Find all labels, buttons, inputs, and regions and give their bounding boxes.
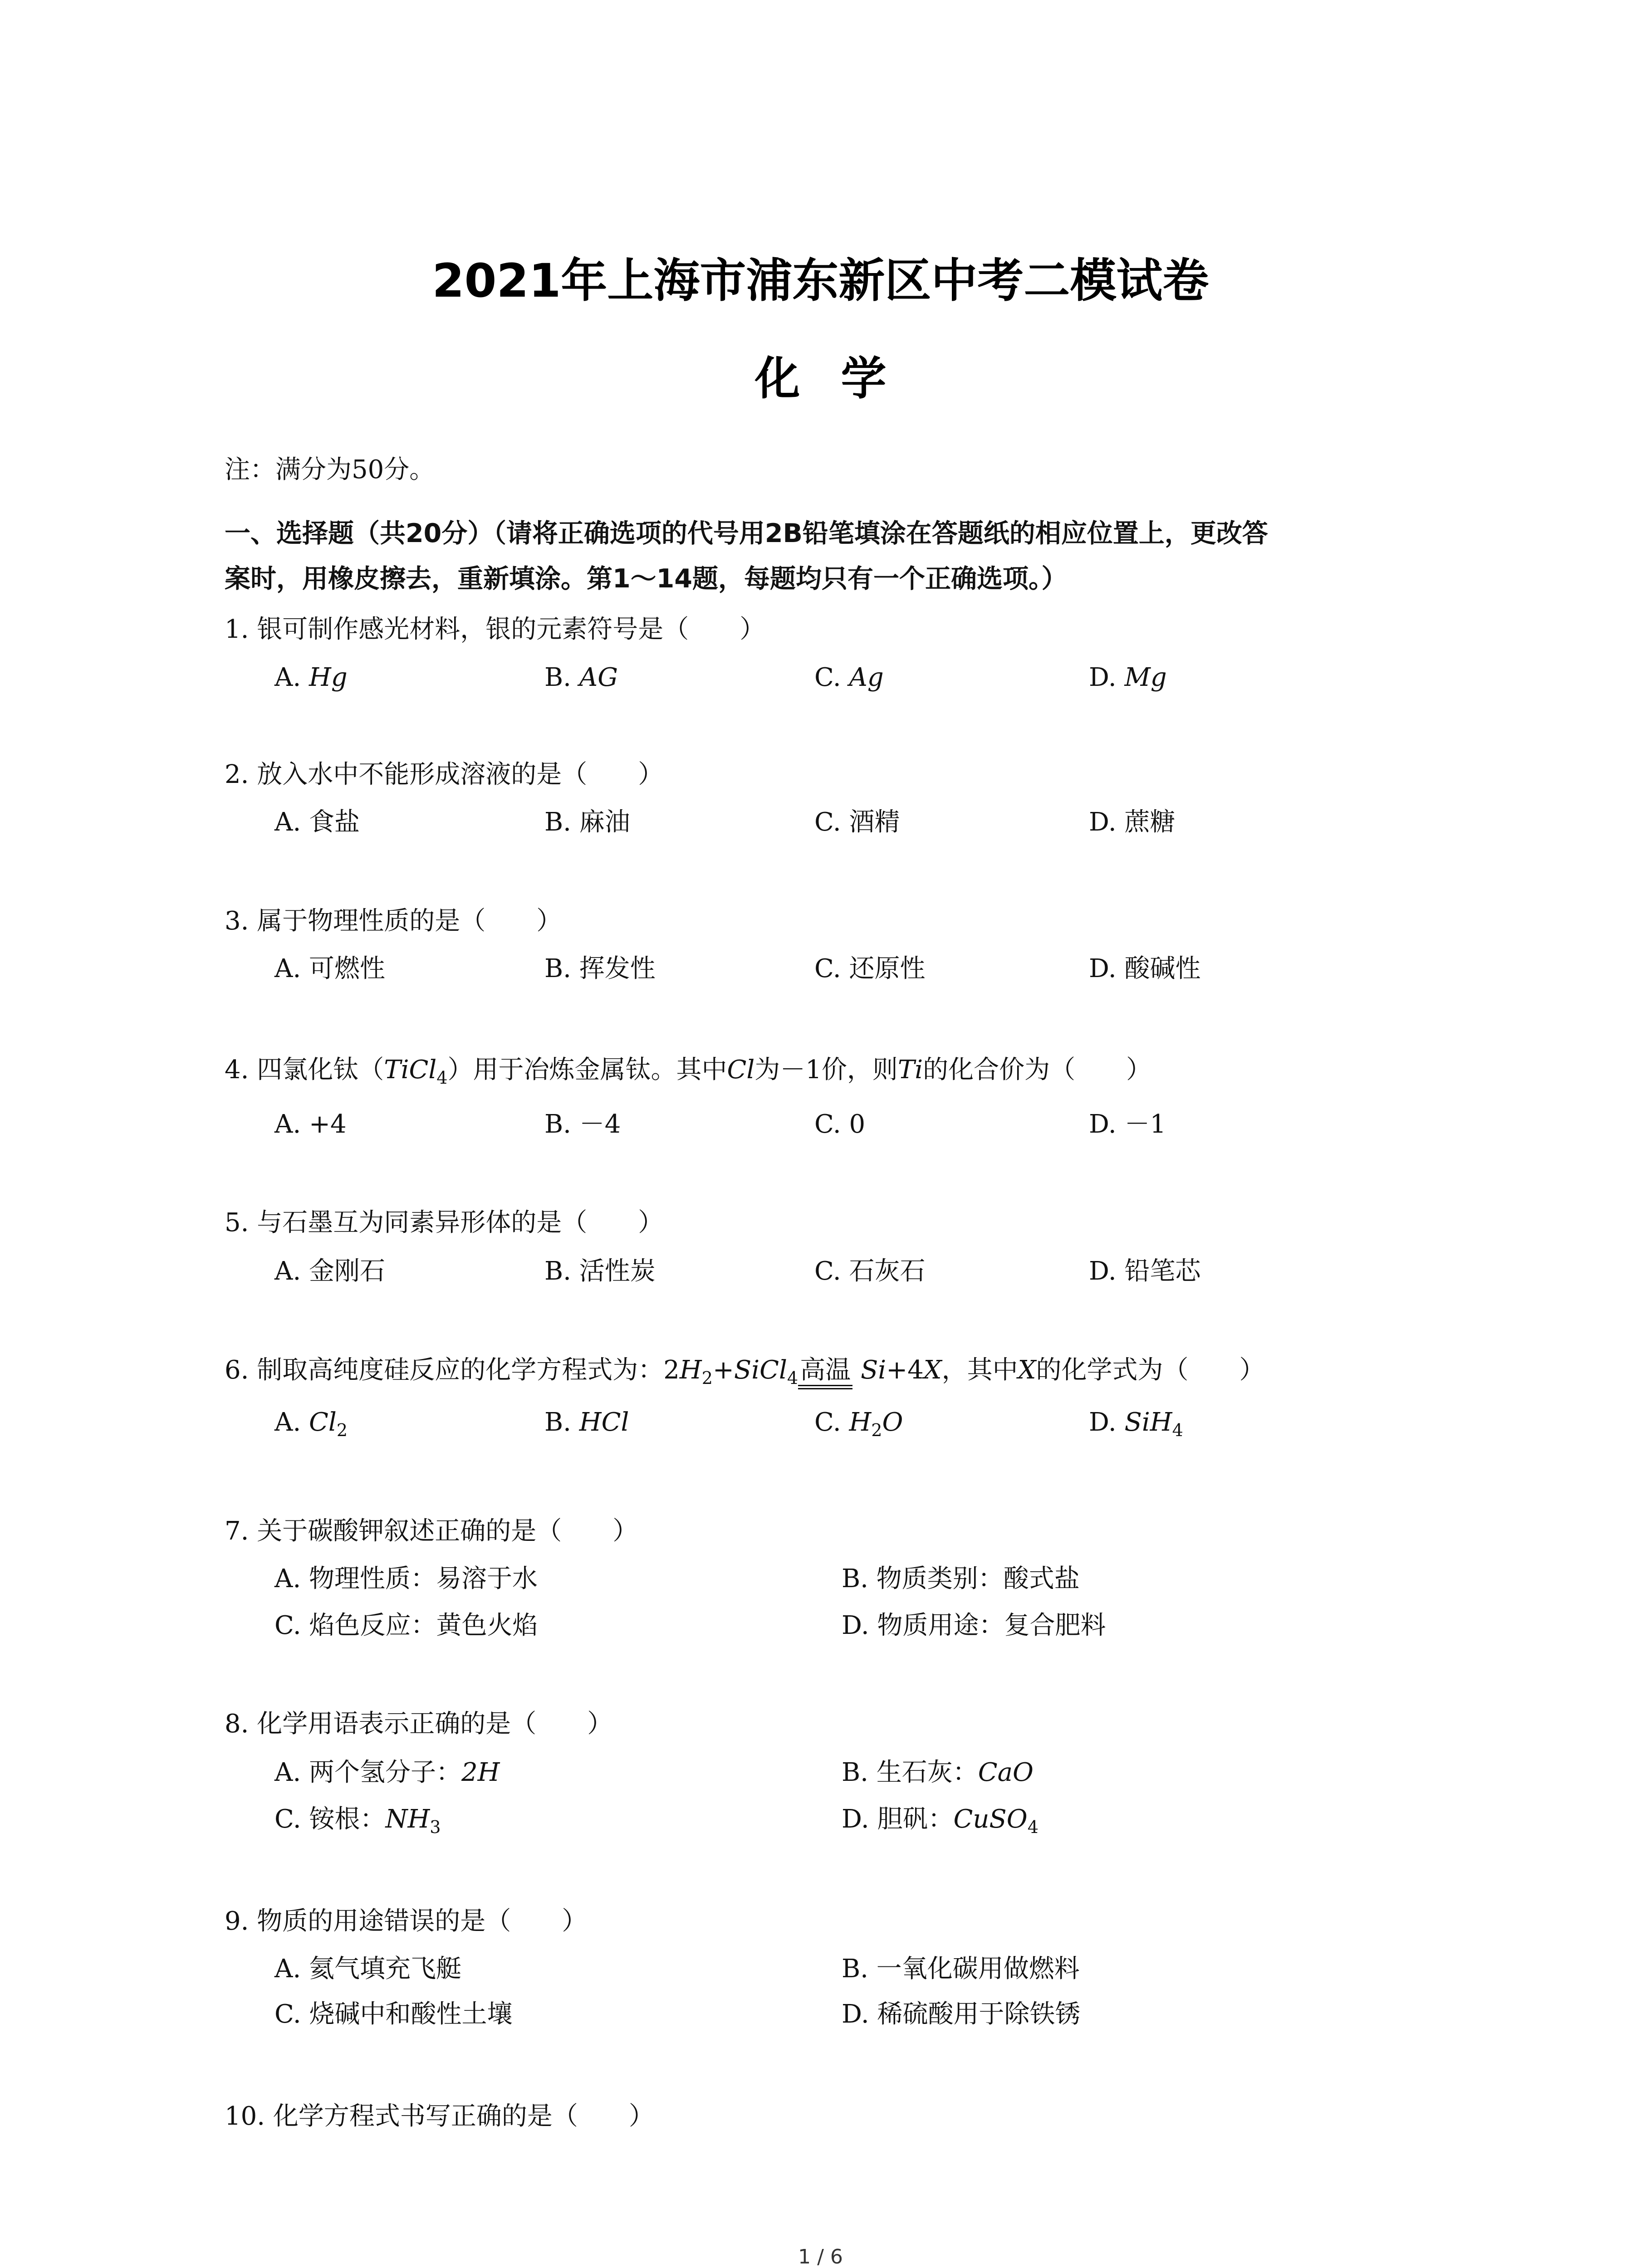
- question-4-option-d: D. －1: [1089, 1110, 1166, 1139]
- question-6-stem: 6. 制取高纯度硅反应的化学方程式为：$2H_2+SiCl_4$高温 Si+4X，其中X的化学式为（ ）: [225, 1354, 1265, 1387]
- question-4-option-c: C. 0: [814, 1110, 866, 1139]
- question-6-option-c: C. $H_2O$: [814, 1408, 903, 1441]
- page-title: 2021年上海市浦东新区中考二模试卷: [432, 254, 1209, 308]
- question-9-option-c: C. 烧碱中和酸性土壤: [274, 1999, 513, 2029]
- question-7-option-b: B. 物质类别：酸式盐: [842, 1564, 1080, 1593]
- question-2-option-c: C. 酒精: [814, 807, 900, 837]
- question-1-option-d: D. Mg: [1089, 663, 1167, 692]
- section-instruction-line-2: 案时，用橡皮擦去，重新填涂。第1～14题，每题均只有一个正确选项。）: [225, 564, 1068, 594]
- question-7-option-d: D. 物质用途：复合肥料: [842, 1611, 1106, 1640]
- question-3-option-b: B. 挥发性: [544, 954, 656, 983]
- question-2-option-a: A. 食盐: [274, 807, 360, 837]
- question-2-option-d: D. 蔗糖: [1089, 807, 1176, 837]
- question-7-option-c: C. 焰色反应：黄色火焰: [274, 1611, 538, 1640]
- question-6-option-a: A. $Cl_2$: [274, 1408, 348, 1441]
- question-4-option-a: A. +4: [274, 1110, 347, 1139]
- question-2-stem: 2. 放入水中不能形成溶液的是（ ）: [225, 760, 664, 789]
- question-8-option-d: D. 胆矾：CuSO$_4$: [842, 1804, 1038, 1838]
- question-10-stem: 10. 化学方程式书写正确的是（ ）: [225, 2102, 654, 2131]
- question-7-stem: 7. 关于碳酸钾叙述正确的是（ ）: [225, 1516, 638, 1546]
- question-5-option-b: B. 活性炭: [544, 1256, 656, 1286]
- question-5-option-a: A. 金刚石: [274, 1256, 386, 1286]
- score-note: 注：满分为50分。: [225, 455, 435, 484]
- question-3-option-c: C. 还原性: [814, 954, 926, 983]
- reaction-condition: 高温: [798, 1354, 852, 1387]
- question-8-option-c: C. 铵根：$NH_3$: [274, 1804, 441, 1838]
- subject-title: 化学: [754, 352, 927, 405]
- question-8-option-a: A. 两个氢分子：2H: [274, 1758, 500, 1787]
- question-9-option-a: A. 氦气填充飞艇: [274, 1954, 462, 1984]
- question-8-stem: 8. 化学用语表示正确的是（ ）: [225, 1709, 613, 1739]
- question-7-option-a: A. 物理性质：易溶于水: [274, 1564, 538, 1593]
- question-1-option-b: B. AG: [544, 663, 618, 692]
- page-number: 1 / 6: [798, 2245, 843, 2268]
- question-3-option-d: D. 酸碱性: [1089, 954, 1201, 983]
- question-3-stem: 3. 属于物理性质的是（ ）: [225, 906, 562, 936]
- question-1-stem: 1. 银可制作感光材料，银的元素符号是（ ）: [225, 615, 765, 644]
- question-5-stem: 5. 与石墨互为同素异形体的是（ ）: [225, 1208, 664, 1237]
- question-6-option-b: B. HCl: [544, 1408, 629, 1437]
- question-8-option-b: B. 生石灰：CaO: [842, 1758, 1034, 1787]
- question-4-option-b: B. －4: [544, 1110, 621, 1139]
- question-9-stem: 9. 物质的用途错误的是（ ）: [225, 1906, 588, 1936]
- question-1-option-c: C. Ag: [814, 663, 884, 692]
- question-9-option-d: D. 稀硫酸用于除铁锈: [842, 1999, 1081, 2029]
- question-6-option-d: D. SiH$_4$: [1089, 1408, 1183, 1441]
- section-instruction-line-1: 一、选择题（共20分）（请将正确选项的代号用2B铅笔填涂在答题纸的相应位置上，更改答: [225, 518, 1268, 548]
- question-1-option-a: A. Hg: [274, 663, 348, 692]
- question-4-stem: 4. 四氯化钛（TiCl$_4$）用于冶炼金属钛。其中Cl为－1价，则Ti的化合价为（ ）: [225, 1055, 1152, 1088]
- question-9-option-b: B. 一氧化碳用做燃料: [842, 1954, 1080, 1984]
- question-5-option-c: C. 石灰石: [814, 1256, 926, 1286]
- question-5-option-d: D. 铅笔芯: [1089, 1256, 1201, 1286]
- question-3-option-a: A. 可燃性: [274, 954, 386, 983]
- question-2-option-b: B. 麻油: [544, 807, 630, 837]
